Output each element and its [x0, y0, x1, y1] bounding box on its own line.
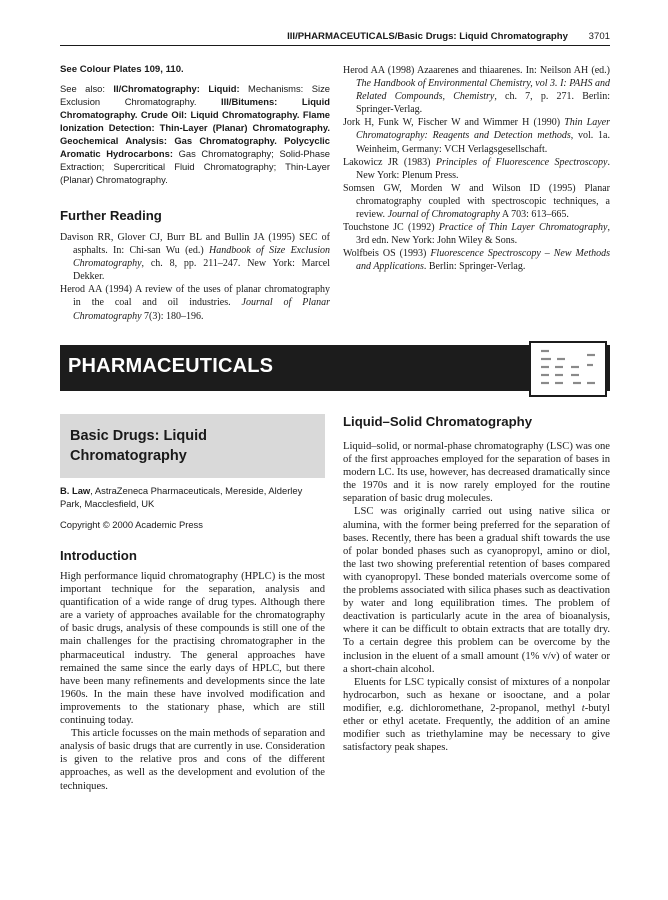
top-left-column	[60, 64, 330, 323]
lsc-paragraph-3: Eluents for LSC typically consist of mixtures of a nonpolar hydrocarbon, such as hexane or isooctane, and a polar modifier, e.g. dichloromethane, 2-propanol, methyl t-butyl ether or ethyl acetate. Frequently, the addition of an amine modifier such as triethylamine may be necessary to give satisfactory peak shapes.	[343, 676, 610, 754]
reference: Davison RR, Glover CJ, Burr BL and Bullin JA (1995) SEC of asphalts. In: Chi-san Wu (ed.) Handbook of Size Exclusion Chromatography, ch. 8, pp. 211–247. New York: Marcel Dekker.	[60, 232, 330, 283]
introduction-paragraph-2: This article focusses on the main methods of separation and analysis of basic drugs that are currently in use. Consideration is given to the relative pros and cons of the different approaches, as well as the development and evolution of the techniques.	[60, 728, 325, 792]
see-also-prefix: See also:	[60, 83, 114, 94]
header-title: III/PHARMACEUTICALS/Basic Drugs: Liquid Chromatography	[287, 31, 568, 42]
copyright: Copyright © 2000 Academic Press	[60, 519, 203, 530]
banner-title: PHARMACEUTICALS	[68, 355, 274, 377]
see-also	[60, 82, 330, 186]
see-also-text-1: Mechanisms: Size Exclusion Chromatography.	[60, 83, 330, 107]
reference: Somsen GW, Morden W and Wilson ID (1995) Planar chromatography coupled with spectroscopic techniques, a review. Journal of Chromatography A 703: 613–665.	[343, 182, 610, 221]
introduction-heading: Introduction	[60, 548, 137, 563]
reference: Touchstone JC (1992) Practice of Thin Layer Chromatography, 3rd edn. New York: John Wiley & Sons.	[343, 222, 610, 247]
lsc-heading: Liquid–Solid Chromatography	[343, 414, 533, 429]
see-also-bold-1: II/Chromatography: Liquid:	[113, 83, 240, 94]
running-header	[60, 31, 610, 46]
see-colour-plates: See Colour Plates 109, 110.	[60, 64, 184, 75]
left-reference-list	[60, 231, 330, 323]
right-reference-list	[343, 64, 610, 274]
article-title: Basic Drugs: Liquid Chromatography	[70, 428, 207, 464]
article-title-box	[60, 414, 325, 478]
author-affiliation: , AstraZeneca Pharmaceuticals, Mereside, Alderley Park, Macclesfield, UK	[60, 485, 303, 509]
reference: Jork H, Funk W, Fischer W and Wimmer H (1990) Thin Layer Chromatography: Reagents and Detection methods, vol. 1a. Weinheim, Germany: VCH Verlagsgesellschaft.	[343, 117, 610, 155]
lsc-paragraph-2: LSC was originally carried out using native silica or alumina, with the former being preferred for the separation of bases. Recently, there has been a gradual shift towards the use of polar bonded phases such as cyanopropyl, amino or diol, the last two showing preferential retention of bases compared with cyanopropyl. These bonded materials overcome some of the problems associated with silica phases such as deactivation by water and long equilibration times. The problem of deactivation is particularly acute in the area of bioanalysis, where it can be difficult to obtain extracts that are totally dry. To a certain degree this problem can be overcome by the inclusion in the eluent of a small amount (1% v/v) of water or a short-chain alcohol.	[343, 506, 610, 675]
further-reading-heading: Further Reading	[60, 208, 162, 223]
lower-right-column	[343, 414, 610, 754]
see-also-bold-2: III/Bitumens: Liquid Chromatography. Crude Oil: Liquid Chromatography. Flame Ionization Detection: Thin-Layer (Planar) Chromatography. Geochemical Analysis: Gas Chromatography. Polycyclic Aromatic Hydrocarbons:	[60, 96, 330, 159]
lsc-paragraph-1: Liquid–solid, or normal-phase chromatography (LSC) was one of the first approaches employed for the separation of bases in modern LC. Its use, however, has decreased dramatically since the 1970s and it is now rarely employed for the routine separation of basic drug molecules.	[343, 441, 610, 505]
introduction-paragraph-1: High performance liquid chromatography (HPLC) is the most important technique for the separation, analysis and quantification of a wide range of drug types. Although there are a variety of approaches available for the chromatography of basic drugs, analysis of these compounds is still one of the main challenges for the practising chromatographer in the pharmaceutical industry. The general approaches have remained the same since the early days of HPLC, but there have been many refinements and developments since the late 1960s. In the main these have involved modification and improvements to the stationary phase, which are still continuing today.	[60, 571, 325, 727]
reference: Wolfbeis OS (1993) Fluorescence Spectroscopy – New Methods and Applications. Berlin: Springer-Verlag.	[343, 248, 610, 273]
tlc-plate-icon	[529, 341, 607, 397]
page-number: 3701	[588, 31, 610, 42]
reference: Herod AA (1994) A review of the uses of planar chromatography in the coal and oil industries. Journal of Planar Chromatography 7(3): 180–196.	[60, 284, 330, 322]
author-line	[60, 484, 325, 510]
see-also-text-2: Gas Chromatography; Solid-Phase Extraction; Supercritical Fluid Chromatography; Thin-Layer (Planar) Chromatography.	[60, 148, 331, 185]
section-banner	[60, 345, 610, 391]
reference: Lakowicz JR (1983) Principles of Fluorescence Spectroscopy. New York: Plenum Press.	[343, 156, 610, 181]
reference: Herod AA (1998) Azaarenes and thiaarenes. In: Neilson AH (ed.) The Handbook of Environmental Chemistry, vol 3. I: PAHS and Related Compounds, Chemistry, ch. 7, p. 271. Berlin: Springer-Verlag.	[343, 65, 610, 116]
author-name: B. Law	[60, 485, 91, 496]
lower-left-column	[60, 484, 325, 793]
